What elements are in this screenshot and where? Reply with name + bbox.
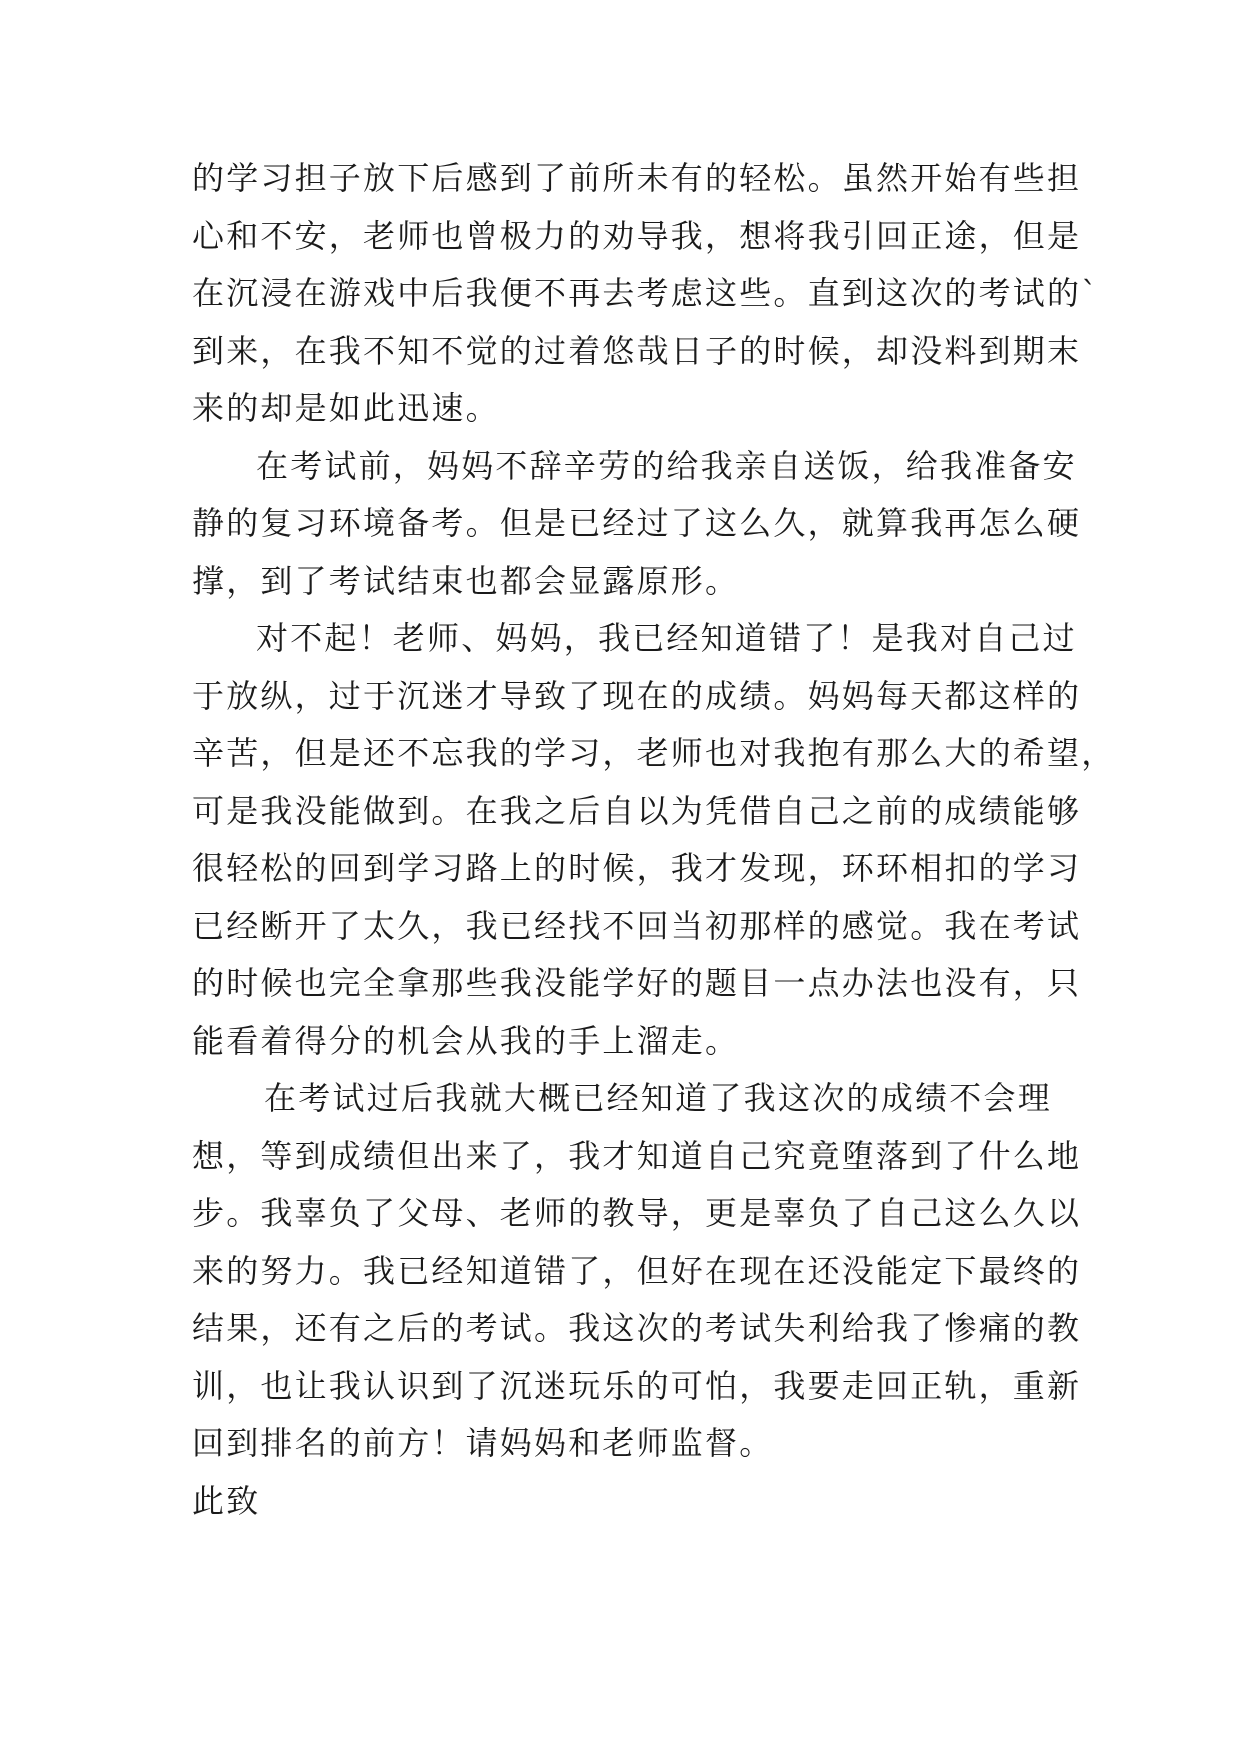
text-line: 已经断开了太久，我已经找不回当初那样的感觉。我在考试 xyxy=(192,906,1082,945)
text-line: 能看着得分的机会从我的手上溜走。 xyxy=(192,1021,740,1060)
text-line: 来的却是如此迅速。 xyxy=(192,389,500,427)
text-line: 来的努力。我已经知道错了，但好在现在还没能定下最终的 xyxy=(192,1251,1082,1290)
text-line: 想，等到成绩但出来了，我才知道自己究竟堕落到了什么地 xyxy=(192,1136,1082,1175)
text-line: 心和不安，老师也曾极力的劝导我，想将我引回正途，但是 xyxy=(192,216,1082,255)
text-line: 于放纵，过于沉迷才导致了现在的成绩。妈妈每天都这样的 xyxy=(192,676,1082,715)
text-line: 步。我辜负了父母、老师的教导，更是辜负了自己这么久以 xyxy=(192,1194,1082,1232)
text-line: 静的复习环境备考。但是已经过了这么久，就算我再怎么硬 xyxy=(192,504,1082,542)
letter-body xyxy=(192,150,1116,1530)
text-line: 到来，在我不知不觉的过着悠哉日子的时候，却没料到期末 xyxy=(192,331,1082,370)
text-line: 辛苦，但是还不忘我的学习，老师也对我抱有那么大的希望， xyxy=(192,734,1116,772)
text-line: 对不起！老师、妈妈，我已经知道错了！是我对自己过 xyxy=(256,619,1077,657)
text-line: 回到排名的前方！请妈妈和老师监督。 xyxy=(192,1424,774,1462)
text-line: 在考试过后我就大概已经知道了我这次的成绩不会理 xyxy=(264,1079,1052,1117)
paragraph-1 xyxy=(192,150,1100,438)
closing-salutation: 此致 xyxy=(192,1481,261,1520)
text-line: 撑，到了考试结束也都会显露原形。 xyxy=(192,561,740,600)
text-line: 在考试前，妈妈不辞辛劳的给我亲自送饭，给我准备安 xyxy=(256,446,1077,485)
paragraph-3 xyxy=(192,610,1116,1070)
paragraph-4 xyxy=(192,1070,1082,1473)
text-line: 训，也让我认识到了沉迷玩乐的可怕，我要走回正轨，重新 xyxy=(192,1366,1082,1405)
text-line: 的时候也完全拿那些我没能学好的题目一点办法也没有，只 xyxy=(192,964,1082,1002)
text-line: 可是我没能做到。在我之后自以为凭借自己之前的成绩能够 xyxy=(192,791,1082,830)
text-line: 的学习担子放下后感到了前所未有的轻松。虽然开始有些担 xyxy=(192,159,1082,197)
text-line: 结果，还有之后的考试。我这次的考试失利给我了惨痛的教 xyxy=(192,1309,1082,1347)
text-line: 在沉浸在游戏中后我便不再去考虑这些。直到这次的考试的` xyxy=(192,274,1100,312)
paragraph-2 xyxy=(192,438,1082,611)
text-line: 很轻松的回到学习路上的时候，我才发现，环环相扣的学习 xyxy=(192,849,1082,887)
